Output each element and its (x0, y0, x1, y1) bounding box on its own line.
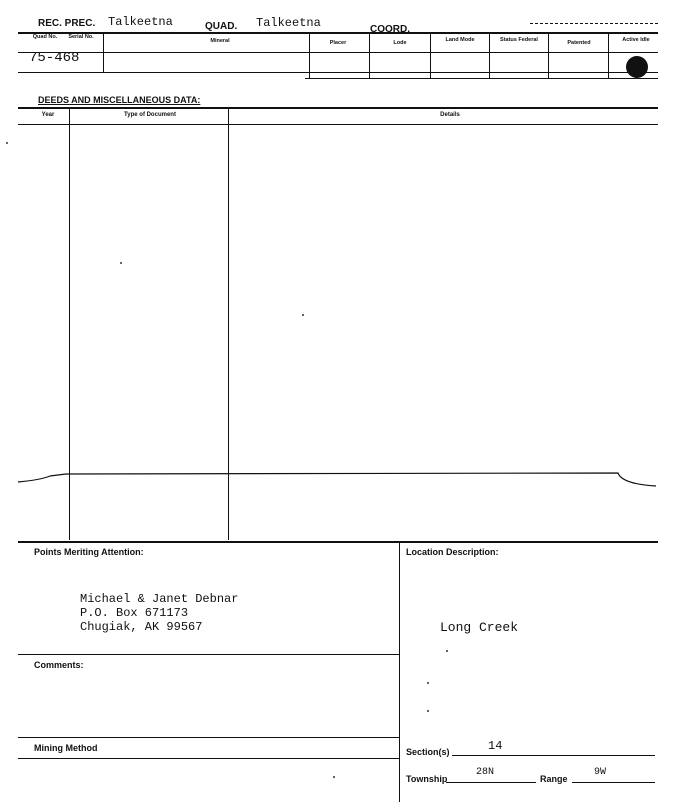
township-value: 28N (476, 767, 495, 778)
col-details: Details (440, 112, 460, 118)
bottom-col-divider (399, 542, 400, 802)
section-value: 14 (488, 739, 503, 753)
col-divider (369, 33, 370, 78)
column-header-rule (18, 52, 658, 53)
active-marker-dot (626, 56, 648, 78)
deeds-header-rule (18, 124, 658, 125)
deeds-heading: DEEDS AND MISCELLANEOUS DATA: (38, 95, 201, 105)
col-mineral: Mineral (210, 38, 230, 44)
comments-label: Comments: (34, 660, 84, 670)
fold-line (0, 466, 678, 496)
stray-mark (333, 776, 335, 778)
quad-serial-value: 75-468 (29, 50, 80, 66)
section-line (452, 755, 655, 756)
stray-mark (6, 142, 8, 144)
table-top-rule (18, 32, 658, 34)
stray-mark (427, 710, 429, 712)
mining-method-label: Mining Method (34, 743, 98, 753)
rec-prec-label: REC. PREC. (38, 18, 96, 29)
points-line-1: Michael & Janet Debnar (80, 592, 239, 606)
col-patented: Patented (567, 40, 591, 46)
col-divider (489, 33, 490, 78)
col-divider (309, 33, 310, 78)
stray-mark (446, 650, 448, 652)
col-year: Year (41, 112, 55, 118)
col-divider (548, 33, 549, 78)
location-value: Long Creek (440, 620, 519, 635)
range-line (572, 782, 655, 783)
coord-label: COORD. (370, 24, 410, 35)
col-divider (608, 33, 609, 78)
township-line (446, 782, 536, 783)
location-label: Location Description: (406, 547, 499, 557)
section-label: Section(s) (406, 747, 450, 757)
points-line-2: P.O. Box 671173 (80, 606, 189, 620)
col-placer: Placer (329, 40, 347, 46)
stray-mark (427, 682, 429, 684)
stray-mark (302, 314, 304, 316)
record-lower-rule (305, 78, 658, 79)
comments-top-rule (18, 654, 399, 655)
township-label: Township (406, 774, 448, 784)
points-label: Points Meriting Attention: (34, 547, 144, 557)
record-row-rule (18, 72, 658, 73)
col-type-of-document: Type of Document (124, 112, 176, 118)
stray-mark (120, 262, 122, 264)
bottom-top-rule (18, 541, 658, 543)
deeds-top-rule (18, 107, 658, 109)
col-divider (430, 33, 431, 78)
quad-label: QUAD. (205, 21, 238, 32)
col-status-federal: Status Federal (500, 37, 538, 43)
range-value: 9W (594, 767, 607, 778)
mining-method-top-rule (18, 737, 399, 738)
col-lode: Lode (393, 40, 407, 46)
quad-value: Talkeetna (256, 16, 321, 30)
rec-prec-value: Talkeetna (108, 15, 173, 29)
coord-dashed-line (530, 23, 658, 24)
mining-method-rule (18, 758, 399, 759)
col-land-mode: Land Mode (445, 37, 475, 43)
points-line-3: Chugiak, AK 99567 (80, 620, 203, 634)
range-label: Range (540, 774, 568, 784)
col-active-idle: Active Idle (622, 37, 650, 43)
col-serial-no: Serial No. (68, 34, 94, 40)
col-quad-no: Quad No. (32, 34, 58, 40)
col-divider (103, 33, 104, 73)
